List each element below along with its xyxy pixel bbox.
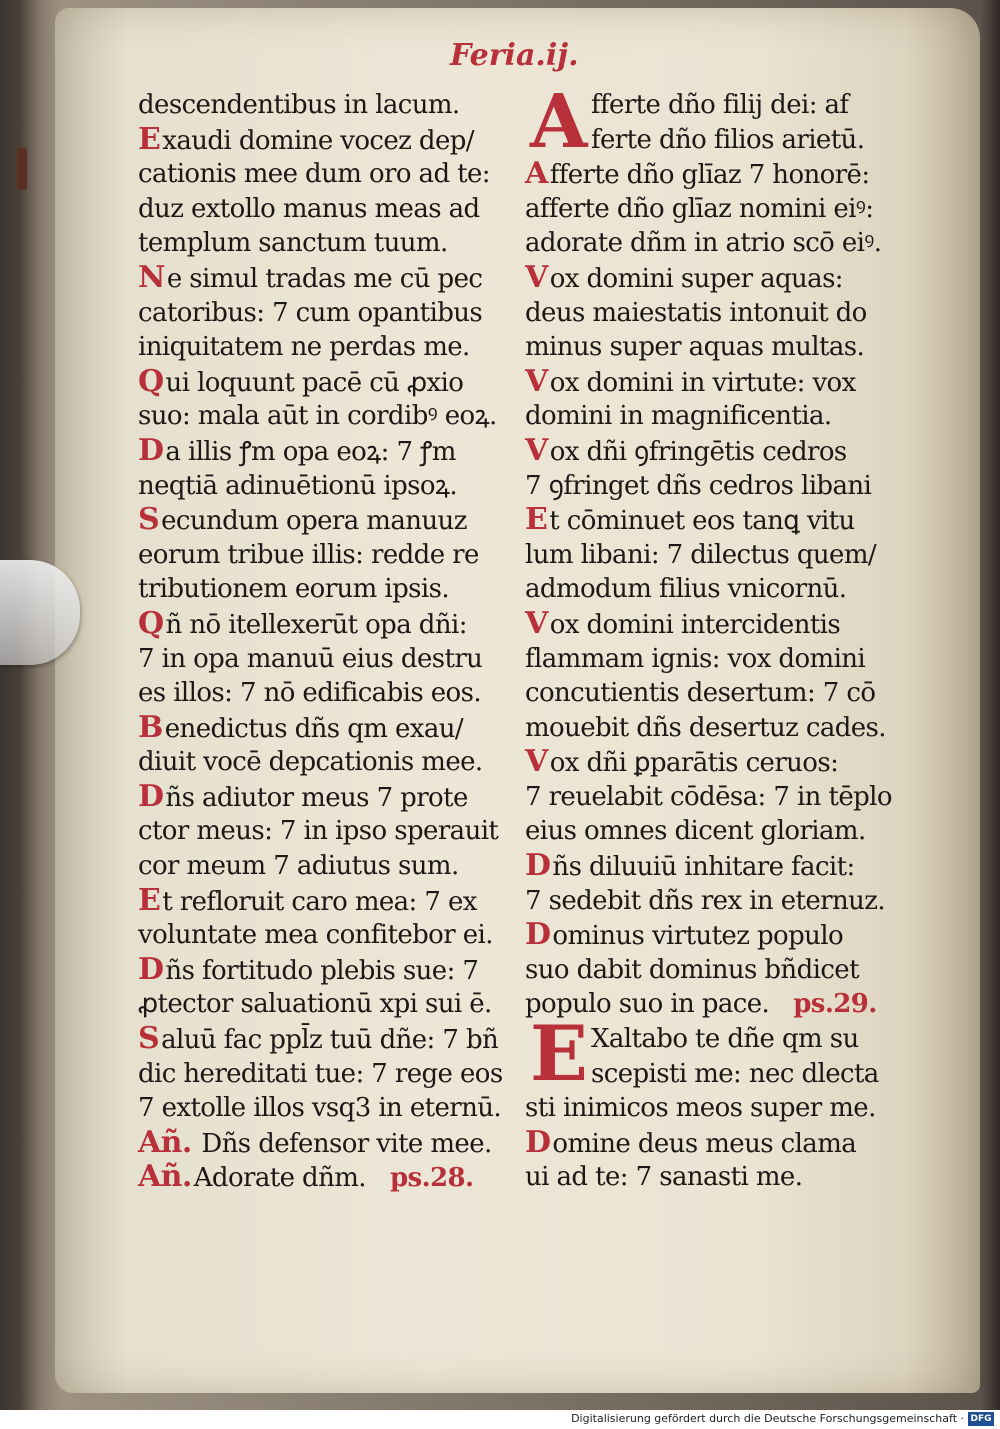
text-line (525, 296, 890, 331)
rubricated-initial: D (138, 778, 164, 814)
line-text: ñs adiutor meus 7 prote (165, 782, 468, 813)
text-line (525, 226, 890, 261)
text-line (138, 1091, 503, 1126)
line-text: ominus virtutez populo (552, 921, 844, 952)
line-text: enedictus dñs qm exau/ (164, 713, 464, 744)
line-text: templum sanctum tuum. (138, 228, 448, 259)
psalm-reference: ps.29. (793, 989, 877, 1020)
line-text: neqtiā adinuētionū ipsoꝝ. (138, 470, 458, 501)
line-text: deus maiestatis intonuit do (525, 297, 867, 328)
left-text-column (138, 88, 503, 1195)
line-text: duz extollo manus meas ad (138, 193, 480, 224)
line-text: lum libani: 7 dilectus quem/ (525, 539, 877, 570)
line-text: fferte dño filij dei: af (591, 90, 849, 120)
line-text: afferte dño glīaz nomini eiꝰ: (525, 193, 874, 224)
rubricated-initial: V (525, 605, 548, 641)
text-line (525, 538, 890, 573)
text-line (525, 1160, 890, 1195)
text-line (525, 192, 890, 227)
text-line (525, 745, 890, 780)
text-line (525, 918, 890, 953)
line-text: diuit vocē depcationis mee. (138, 747, 483, 778)
text-line (138, 226, 503, 261)
text-line (138, 538, 503, 573)
text-line (525, 1022, 890, 1057)
line-text: Dñs defensor vite mee. (193, 1128, 492, 1159)
line-text: omine deus meus clama (552, 1128, 857, 1159)
rubricated-initial: V (525, 432, 548, 468)
line-text: minus super aquas multas. (525, 332, 865, 363)
line-text: xaudi domine vocez dep/ (162, 125, 474, 156)
line-text: Xaltabo te dñe qm su (591, 1024, 859, 1055)
text-line (525, 814, 890, 849)
line-text: ctor meus: 7 in ipso sperauit (138, 816, 499, 847)
text-line (138, 987, 503, 1022)
rubricated-initial: Q (138, 363, 164, 399)
text-line (525, 1057, 890, 1092)
line-text: ñs fortitudo plebis sue: 7 (165, 955, 479, 986)
rubricated-initial: N (138, 259, 165, 295)
text-line (138, 469, 503, 504)
text-line (525, 849, 890, 884)
text-line (138, 330, 503, 365)
line-text: suo dabit dominus bñdicet (525, 954, 859, 985)
line-text: iniquitatem ne perdas me. (138, 332, 470, 363)
line-text: descendentibus in lacum. (138, 90, 460, 120)
rubricated-initial: D (138, 432, 164, 468)
line-text: es illos: 7 nō edificabis eos. (138, 678, 481, 709)
line-text: dic hereditati tue: 7 rege eos (138, 1058, 503, 1089)
line-text: flammam ignis: vox domini (525, 643, 866, 674)
line-text: ñs diluuiū inhitare facit: (552, 852, 855, 883)
text-line (138, 884, 503, 919)
text-line (138, 261, 503, 296)
line-text: ñ nō itellexerūt opa dñi: (165, 609, 467, 640)
line-text: tributionem eorum ipsis. (138, 574, 450, 605)
rubricated-initial: B (138, 709, 163, 745)
text-line (525, 572, 890, 607)
text-line (138, 434, 503, 469)
rubricated-initial: E (138, 882, 161, 918)
line-text: cationis mee dum oro ad te: (138, 159, 490, 190)
text-line (525, 399, 890, 434)
line-text: 7 sedebit dñs rex in eternuz. (525, 885, 886, 916)
dfg-logo: DFG (968, 1412, 994, 1426)
rubricated-initial: D (525, 1124, 551, 1160)
line-text: mouebit dñs desertuz cades. (525, 712, 886, 743)
text-line (138, 296, 503, 331)
psalm-reference: ps.28. (389, 1163, 474, 1194)
text-line (138, 1022, 503, 1057)
text-line (138, 711, 503, 746)
line-text: scepisti me: nec dlecta (591, 1058, 879, 1089)
big-initial-e: E (530, 1009, 588, 1098)
text-line (138, 399, 503, 434)
line-text: ui loquunt pacē cū ꝓxio (165, 367, 464, 398)
text-line (138, 676, 503, 711)
text-line (138, 918, 503, 953)
text-line (138, 780, 503, 815)
line-text: domini in magnificentia. (525, 401, 832, 432)
text-line (525, 503, 890, 538)
text-line (525, 884, 890, 919)
line-text: t refloruit caro mea: 7 ex (162, 886, 477, 917)
text-line (138, 814, 503, 849)
line-text: eorum tribue illis: redde re (138, 539, 479, 570)
line-text: voluntate mea confitebor ei. (138, 920, 493, 951)
line-text: aluū fac ppl̄z tuū dñe: 7 bñ (161, 1025, 499, 1056)
text-line (138, 1057, 503, 1092)
line-text: admodum filius vnicornū. (525, 574, 847, 605)
line-text: fferte dño glīaz 7 honorē: (549, 160, 870, 191)
text-line (138, 1160, 503, 1195)
rubricated-initial: A (525, 156, 548, 192)
big-initial-a: A (530, 79, 588, 165)
text-line (525, 953, 890, 988)
rubricated-initial: D (525, 917, 551, 953)
spine-tab (17, 148, 27, 190)
text-line (525, 123, 890, 158)
line-text: ferte dño filios arietū. (591, 124, 865, 155)
text-line (138, 365, 503, 400)
rubricated-initial: S (138, 1021, 160, 1057)
line-text: catoribus: 7 cum opantibus (138, 297, 483, 328)
text-line (525, 711, 890, 746)
text-line (138, 157, 503, 192)
line-text: adorate dñm in atrio scō eiꝰ. (525, 228, 882, 259)
rubricated-initial: V (525, 259, 548, 295)
rubricated-initial: V (525, 744, 548, 780)
rubricated-initial: S (138, 502, 160, 538)
text-line (525, 607, 890, 642)
line-text: ui ad te: 7 sanasti me. (525, 1162, 803, 1193)
text-line (525, 88, 890, 123)
text-line (525, 642, 890, 677)
line-text: 7 in opa manuū eius destru (138, 643, 483, 674)
text-line (525, 157, 890, 192)
line-text: 7 reuelabit cōdēsa: 7 in tēplo (525, 781, 892, 812)
text-line (525, 330, 890, 365)
line-text: ox domini in virtute: vox (549, 367, 856, 398)
rubricated-initial: E (525, 502, 548, 538)
line-text: e simul tradas me cū pec (166, 263, 483, 294)
text-line (525, 365, 890, 400)
line-text: ox domini intercidentis (549, 609, 841, 640)
rubricated-initial: V (525, 363, 548, 399)
footer-credit: Digitalisierung gefördert durch die Deutsche Forschungsgemeinschaft · (571, 1412, 964, 1425)
rubricated-initial: Añ. (138, 1124, 192, 1160)
line-text: suo: mala aūt in cordibꝰ eoꝝ. (138, 401, 497, 432)
text-line (138, 1126, 503, 1161)
text-line (525, 780, 890, 815)
line-text: t cōminuet eos tanꝗ vitu (549, 506, 855, 537)
text-line (525, 261, 890, 296)
text-line (138, 192, 503, 227)
line-text: cor meum 7 adiutus sum. (138, 851, 459, 882)
rubricated-initial: Q (138, 605, 164, 641)
line-text: concutientis desertum: 7 cō (525, 678, 876, 709)
text-line (138, 642, 503, 677)
text-line (138, 953, 503, 988)
line-text: eius omnes dicent gloriam. (525, 816, 866, 847)
rubricated-initial: D (525, 848, 551, 884)
text-line (525, 1091, 890, 1126)
text-line (138, 503, 503, 538)
rubricated-initial: Añ. (138, 1159, 192, 1195)
line-text: ox dñi ꝯfringētis cedros (549, 436, 847, 467)
text-line (525, 1126, 890, 1161)
text-line (138, 572, 503, 607)
text-line (138, 745, 503, 780)
right-text-column (525, 79, 892, 1195)
text-line (525, 469, 890, 504)
text-line (525, 434, 890, 469)
text-line (138, 849, 503, 884)
text-line (138, 607, 503, 642)
text-line (525, 987, 890, 1022)
line-text: 7 extolle illos vsq3 in eternū. (138, 1093, 502, 1124)
line-text: populo suo in pace. (525, 989, 770, 1020)
text-line (138, 88, 503, 123)
line-text: ecundum opera manuuz (161, 506, 467, 537)
text-line (138, 123, 503, 158)
rubricated-initial: D (138, 951, 164, 987)
line-text: ꝓtector saluationū xpi sui ē. (138, 989, 492, 1020)
footer-bar (0, 1410, 1000, 1429)
line-text: Adorate dñm. (193, 1163, 366, 1194)
line-text: sti inimicos meos super me. (525, 1093, 876, 1124)
line-text: a illis ꝭm opa eoꝝ: 7 ꝭm (165, 436, 456, 467)
line-text: ox dñi ꝑparātis ceruos: (549, 748, 839, 779)
line-text: ox domini super aquas: (549, 263, 843, 294)
text-line (525, 676, 890, 711)
page-header: Feria.ij. (450, 38, 579, 73)
line-text: 7 ꝯfringet dñs cedros libani (525, 470, 872, 501)
rubricated-initial: E (138, 121, 161, 157)
